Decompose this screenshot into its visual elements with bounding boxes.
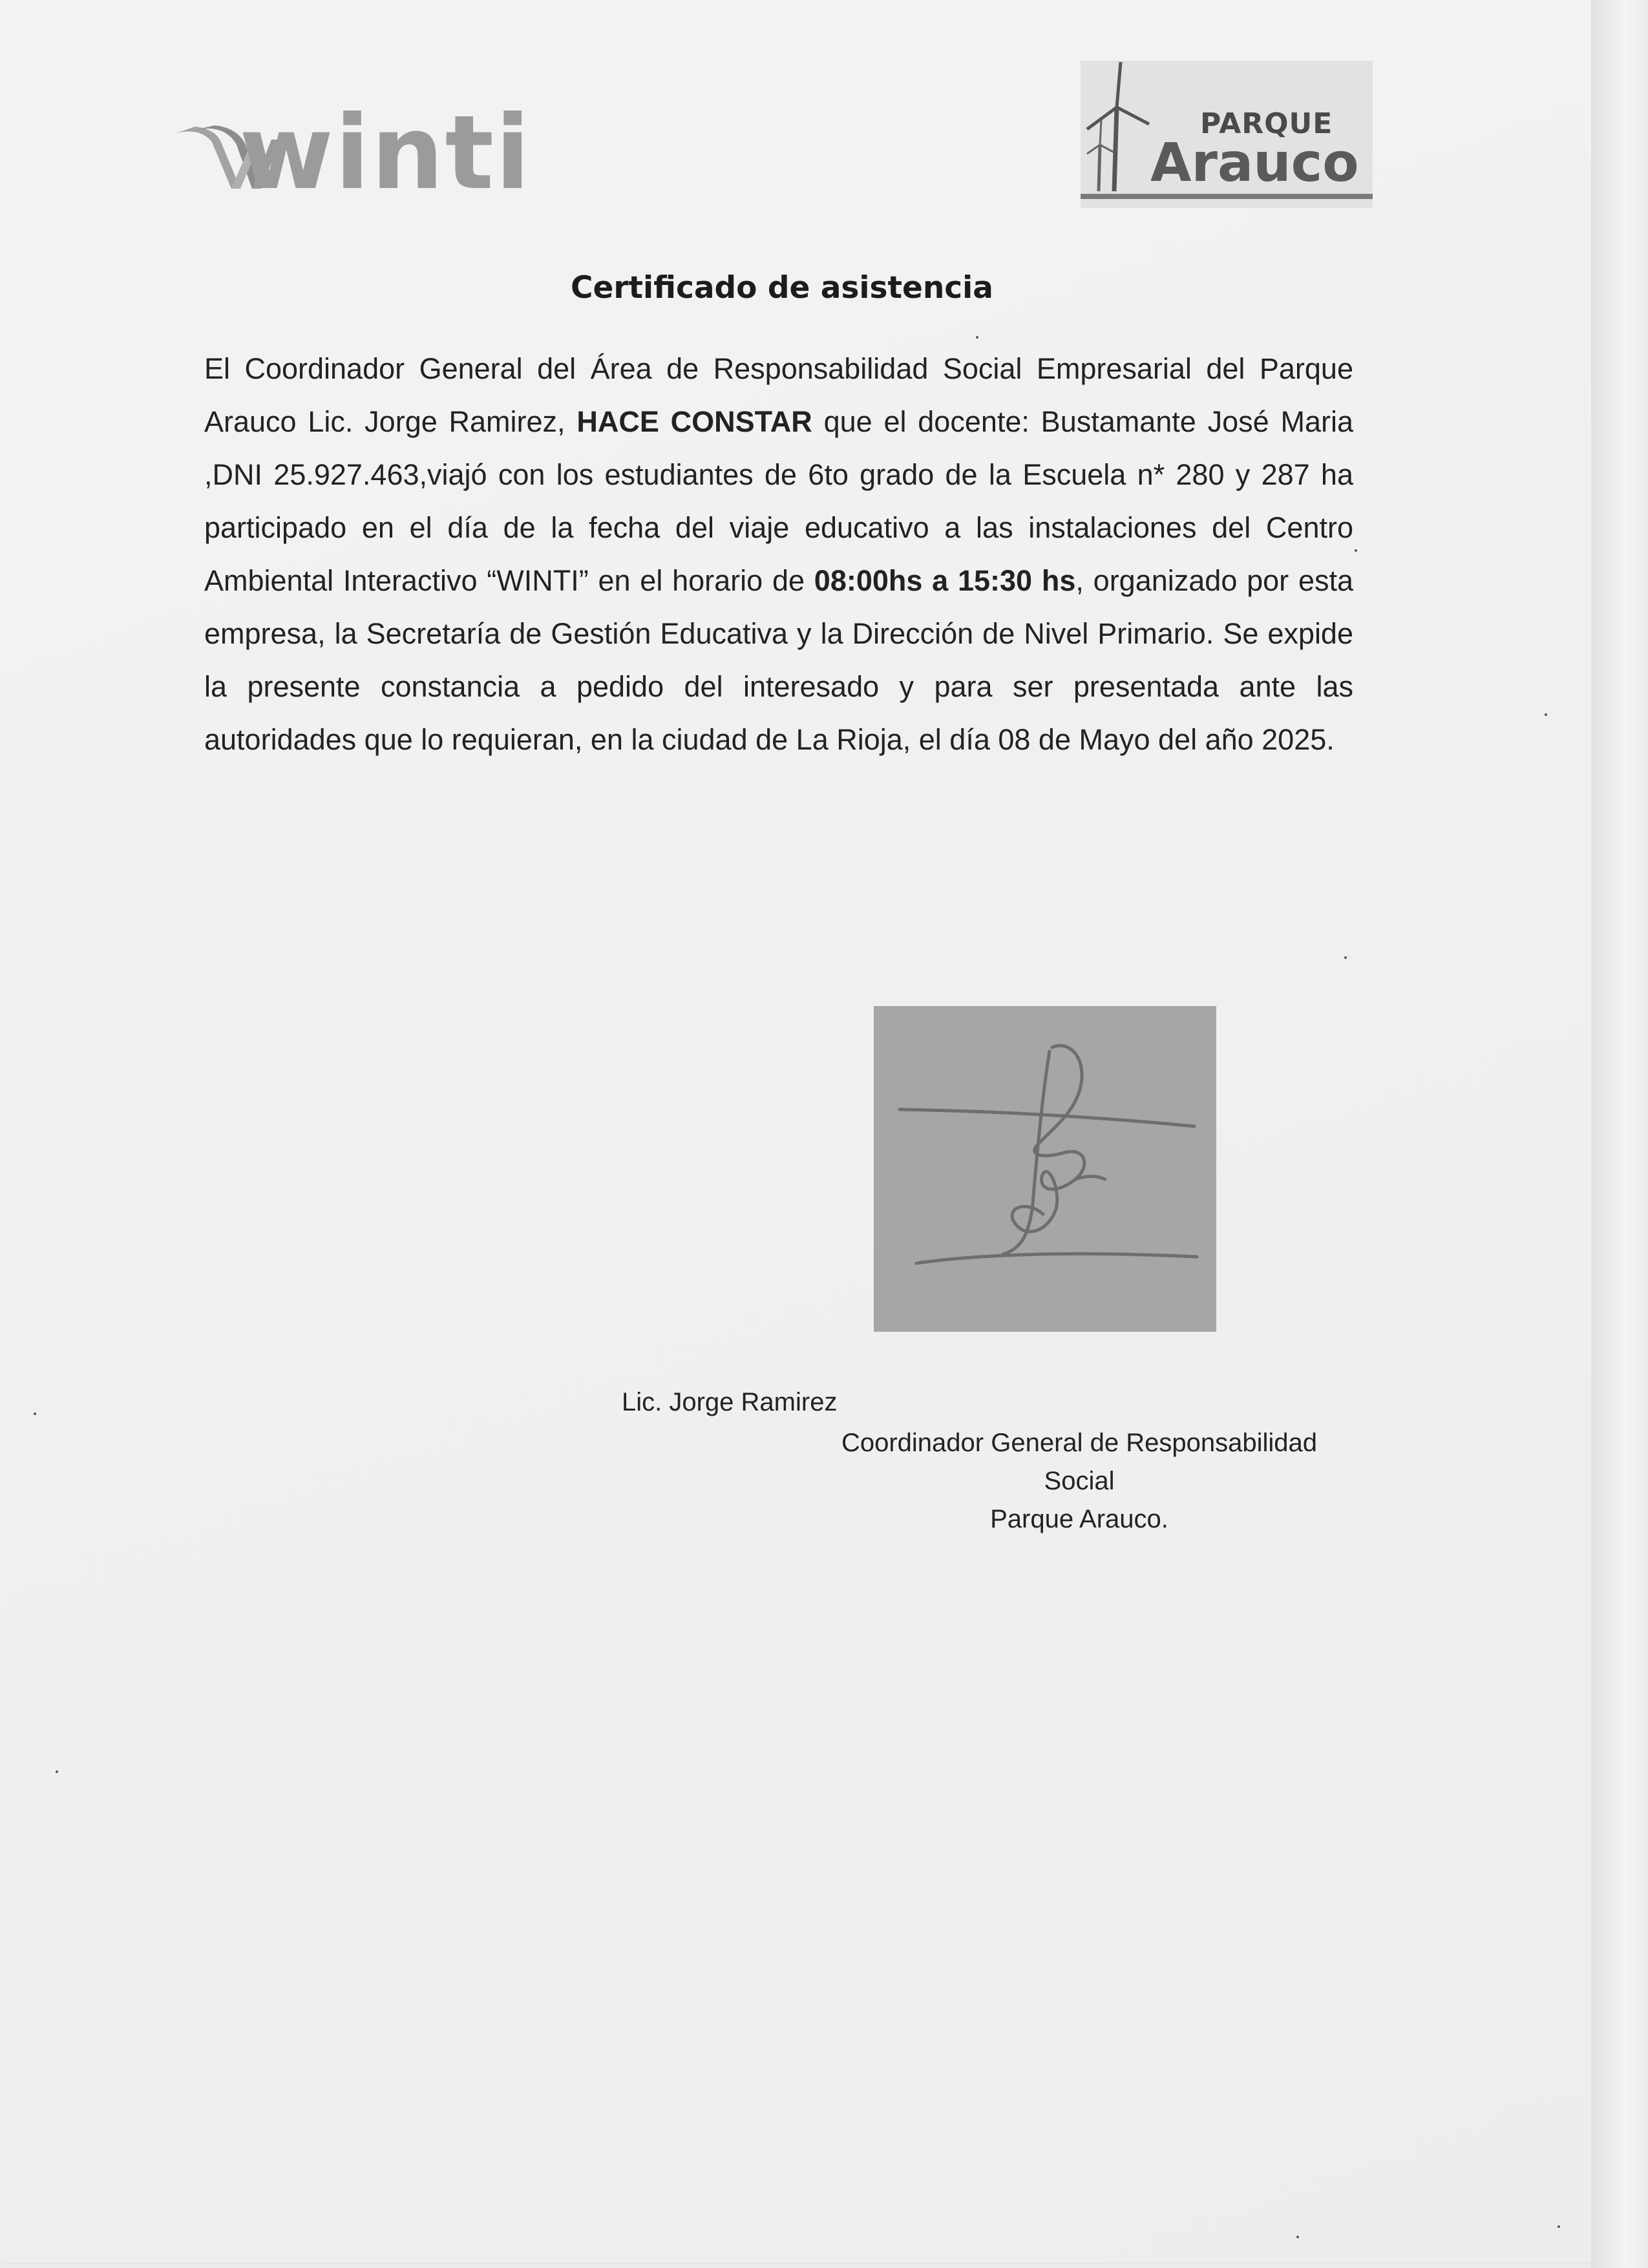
scan-speck — [1296, 2236, 1299, 2238]
scan-speck — [1558, 2225, 1560, 2228]
parque-logo-main-text: Arauco — [1150, 132, 1359, 194]
body-text-3: , organizado por esta empresa, la Secretaría de Gestión Educativa y la Dirección de Nivel Primario. Se expide la presente constancia a pedido del interesado y para ser presentada ante las autoridades que lo requieran, en la ciudad de La Rioja, el día 08 de Mayo del año 2025. — [204, 564, 1353, 756]
certificate-body — [204, 342, 1353, 766]
parque-logo-underline — [1081, 194, 1373, 199]
scan-speck — [1545, 713, 1547, 716]
signer-organization: Parque Arauco. — [990, 1505, 1168, 1533]
handwritten-signature-icon — [874, 1006, 1216, 1332]
scan-speck — [976, 336, 978, 339]
winti-logo-text: winti — [239, 94, 532, 213]
scan-speck — [1355, 549, 1357, 552]
signature-image — [874, 1006, 1216, 1332]
parque-logo-top-text: PARQUE — [1200, 107, 1333, 140]
signer-name: Lic. Jorge Ramirez — [622, 1388, 838, 1416]
wind-turbine-icon — [1086, 62, 1150, 198]
signer-role-block — [795, 1424, 1364, 1538]
body-bold-schedule: 08:00hs a 15:30 hs — [814, 564, 1076, 597]
parque-arauco-logo — [1081, 61, 1373, 208]
page-edge — [1591, 0, 1648, 2268]
scan-speck — [56, 1770, 58, 1773]
body-bold-hace-constar: HACE CONSTAR — [576, 405, 812, 438]
document-title: Certificado de asistencia — [571, 270, 993, 306]
scan-speck — [1344, 956, 1347, 959]
scan-speck — [34, 1412, 36, 1415]
signer-role-line-1: Coordinador General de Responsabilidad — [841, 1429, 1318, 1457]
signer-role-line-2: Social — [1044, 1467, 1115, 1495]
body-text-2: que el docente: Bustamante José Maria ,DNI 25.927.463,viajó con los estudiantes de 6to grado de la Escuela n* 280 y 287 ha participado en el día de la fecha del viaje educativo a las instalaciones del Centro Ambiental Interactivo “WINTI” en el horario de — [204, 405, 1353, 597]
body-text-1: El Coordinador General del Área de Responsabilidad Social Empresarial del Parque Arauco Lic. Jorge Ramirez, — [204, 352, 1353, 438]
